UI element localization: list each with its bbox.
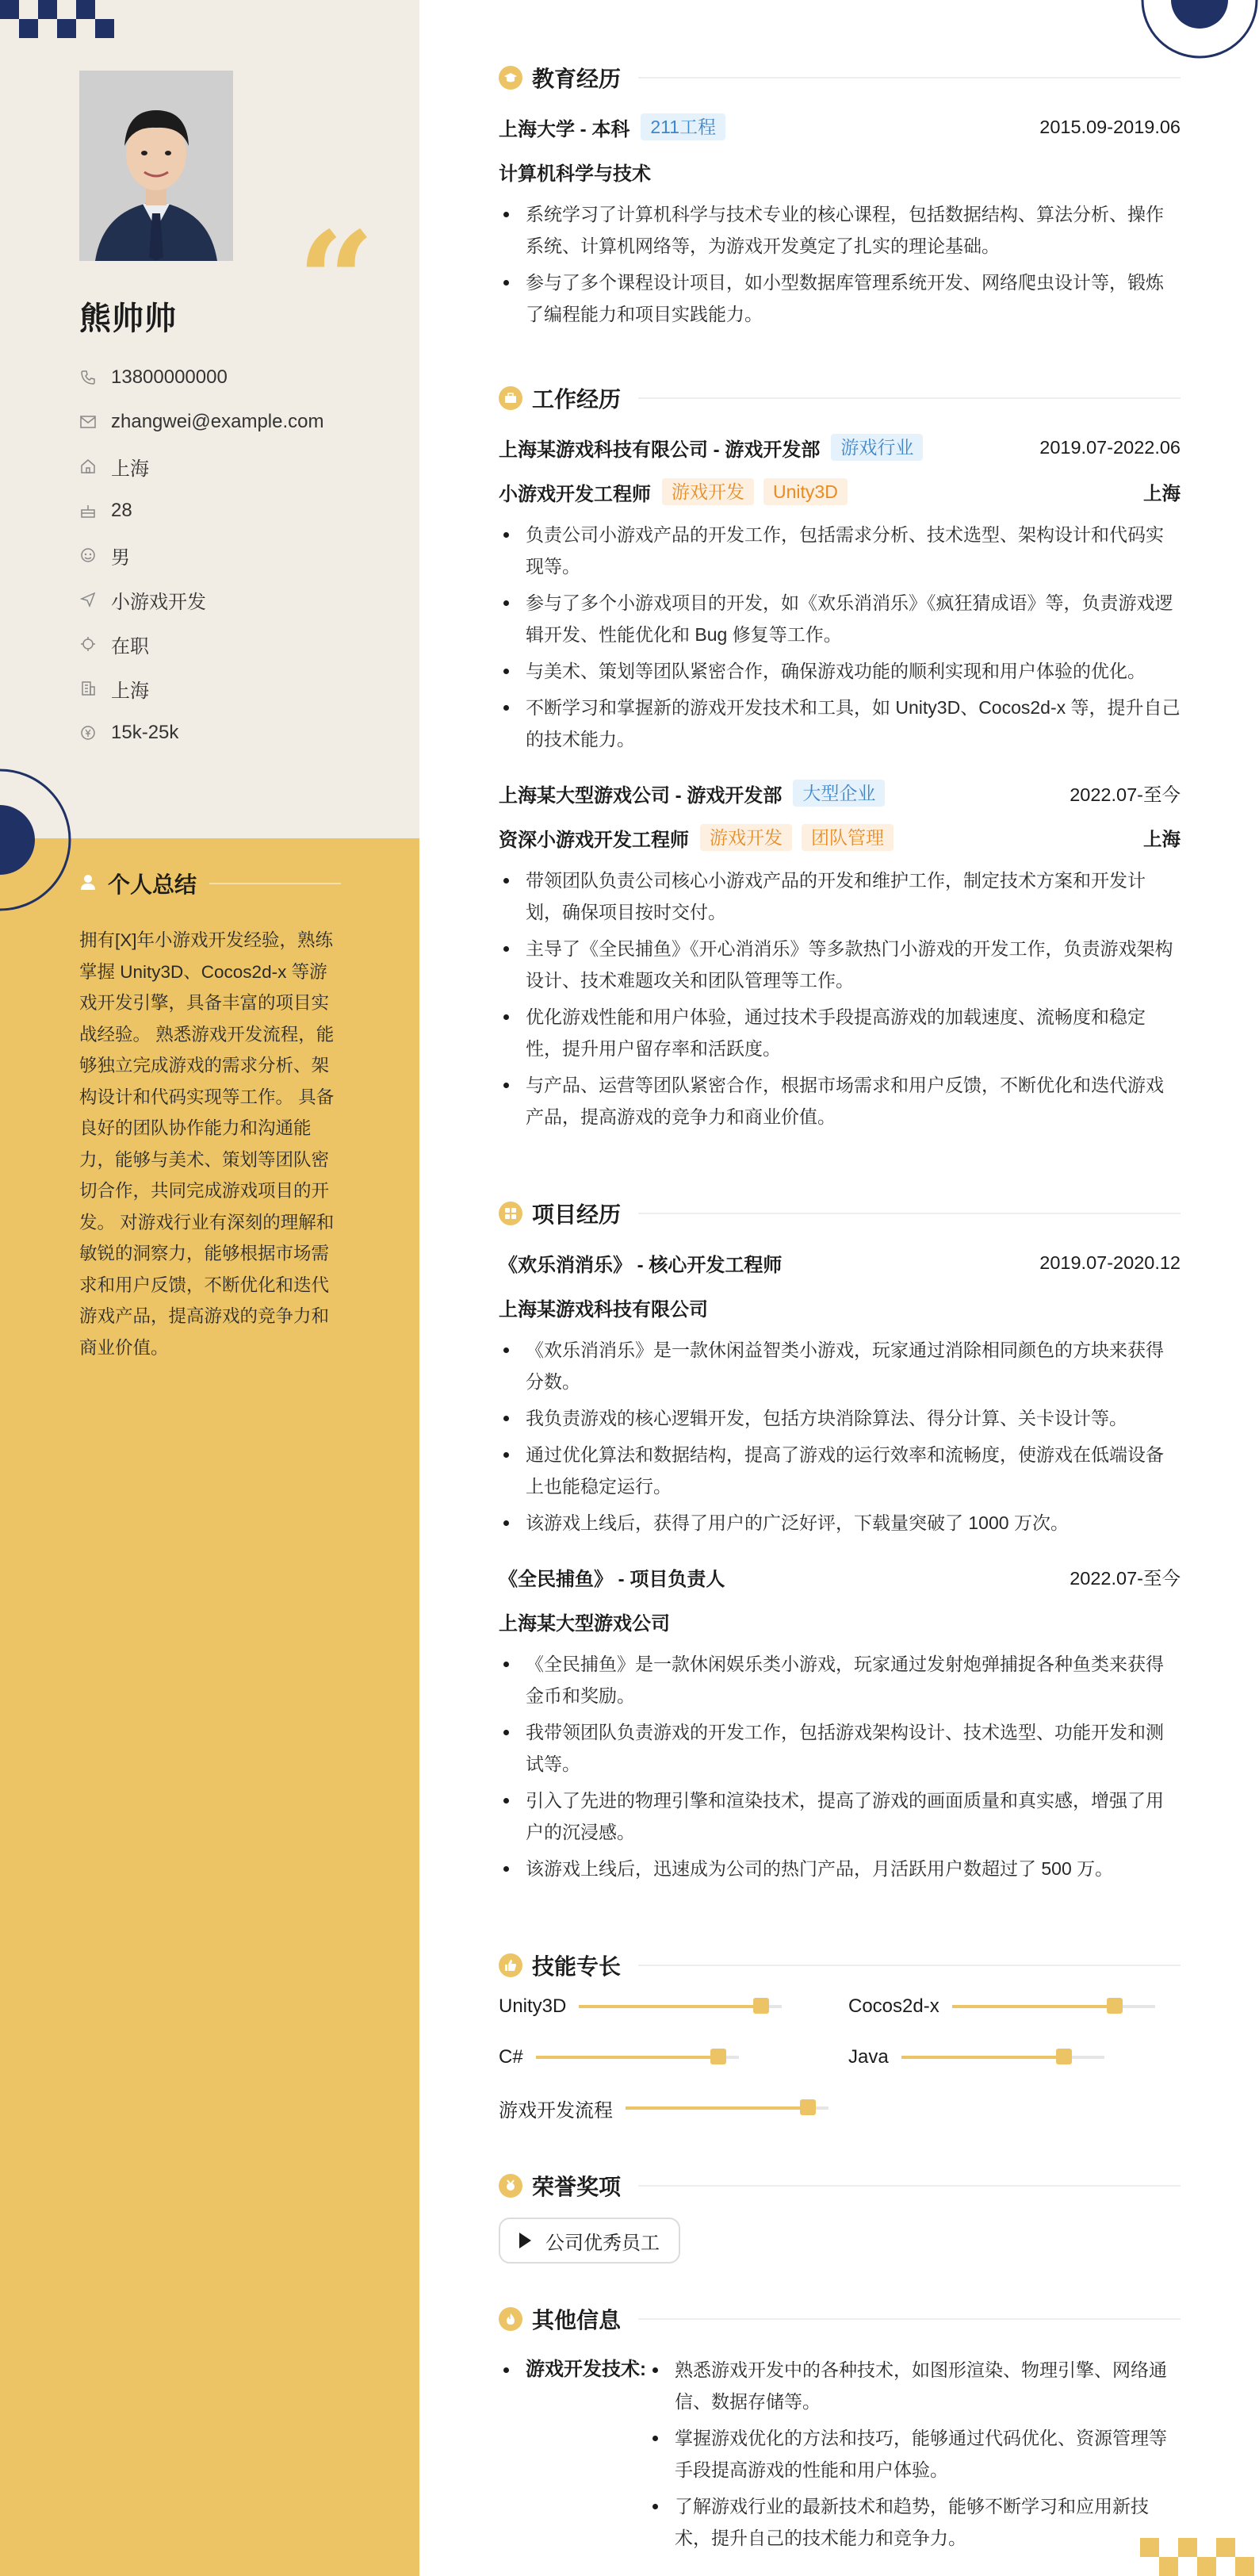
city-text: 上海 (111, 680, 149, 702)
job-2-tag-1: 游戏开发 (700, 824, 792, 851)
briefcase-icon (499, 386, 522, 410)
projects-title: 项目经历 (532, 1202, 622, 1227)
skill-bar-fill (579, 2005, 761, 2008)
education-title: 教育经历 (532, 67, 622, 91)
project-2-header-row (499, 1554, 1181, 1599)
skill-item (848, 2041, 1104, 2073)
quote-mark-icon: “ (297, 202, 375, 361)
gender-text: 男 (111, 546, 130, 569)
list-item: 主导了《全民捕鱼》《开心消消乐》等多款热门小游戏的开发工作，负责游戏架构设计、技术难题攻关和团队管理等工作。 (499, 933, 1181, 996)
list-item: 优化游戏性能和用户体验，通过技术手段提高游戏的加载速度、流畅度和稳定性，提升用户留存率和活跃度。 (499, 1001, 1181, 1064)
avatar (79, 71, 233, 261)
projects-heading (499, 1198, 1181, 1229)
list-item: 负责公司小游戏产品的开发工作，包括需求分析、技术选型、架构设计和代码实现等。 (499, 519, 1181, 582)
info-gender (79, 533, 324, 577)
project-1-header-row (499, 1240, 1181, 1285)
list-item: 通过优化算法和数据结构，提高了游戏的运行效率和流畅度，使游戏在低端设备上也能稳定运行。 (499, 1439, 1181, 1502)
project-1-bullets (499, 1334, 1181, 1539)
skills-section (499, 1949, 1181, 2149)
cake-icon (79, 502, 97, 519)
skill-name: Java (848, 2046, 889, 2068)
job-1-company: 上海某游戏科技有限公司 - 游戏开发部 (499, 439, 821, 461)
skill-item (499, 2092, 828, 2124)
skills-list (499, 1991, 1181, 2149)
job-2-company-tag: 大型企业 (793, 780, 885, 807)
skill-item (848, 1991, 1155, 2022)
project-2-name: 《全民捕鱼》 - 项目负责人 (499, 1568, 725, 1590)
job-1-bullets (499, 519, 1181, 755)
job-2 (499, 771, 1181, 1133)
job-2-date: 2022.07-至今 (1070, 784, 1181, 805)
other-section (499, 2303, 1181, 2559)
school-tag: 211工程 (641, 113, 725, 140)
checker-decoration (0, 0, 119, 38)
job-2-city: 上海 (1143, 829, 1181, 849)
job-intent-text: 小游戏开发 (111, 591, 206, 613)
grid-icon (499, 1202, 522, 1225)
list-item: 我负责游戏的核心逻辑开发，包括方块消除算法、得分计算、关卡设计等。 (499, 1402, 1181, 1434)
job-1-tag-2: Unity3D (763, 478, 848, 505)
circle-decoration-left (0, 765, 73, 915)
skill-name: C# (499, 2046, 523, 2068)
summary-heading (79, 868, 341, 899)
list-item: 该游戏上线后，迅速成为公司的热门产品，月活跃用户数超过了 500 万。 (499, 1853, 1181, 1884)
job-1 (499, 425, 1181, 755)
job-1-company-tag: 游戏行业 (831, 434, 923, 461)
honors-divider (638, 2185, 1181, 2187)
job-1-position-row (499, 470, 1181, 514)
project-1-name: 《欢乐消消乐》 - 核心开发工程师 (499, 1254, 783, 1276)
gender-icon (79, 546, 97, 564)
skill-bar-knob (710, 2049, 726, 2064)
user-icon (79, 873, 97, 895)
project-1-company: 上海某游戏科技有限公司 (499, 1298, 708, 1321)
phone-text: 13800000000 (111, 366, 228, 388)
job-1-tag-1: 游戏开发 (662, 478, 754, 505)
list-item: 带领团队负责公司核心小游戏产品的开发和维护工作，制定技术方案和开发计划，确保项目按时交付。 (499, 864, 1181, 928)
award-item (499, 2218, 680, 2264)
list-item: 与产品、运营等团队紧密合作，根据市场需求和用户反馈，不断优化和迭代游戏产品，提高游戏的竞争力和商业价值。 (499, 1069, 1181, 1133)
education-section (499, 62, 1181, 335)
project-1-company-row (499, 1285, 1181, 1329)
skill-bar-knob (800, 2099, 816, 2115)
skills-heading (499, 1949, 1181, 1981)
other-title: 其他信息 (532, 2308, 622, 2333)
skill-bar-fill (952, 2005, 1115, 2008)
list-item: 与美术、策划等团队紧密合作，确保游戏功能的顺利实现和用户体验的优化。 (499, 655, 1181, 687)
work-divider (638, 397, 1181, 399)
job-2-company: 上海某大型游戏公司 - 游戏开发部 (499, 784, 783, 807)
job-1-position: 小游戏开发工程师 (499, 483, 651, 505)
phone-icon (79, 369, 97, 386)
thumbs-up-icon (499, 1953, 522, 1977)
summary-divider (209, 883, 341, 884)
job-1-company-row (499, 425, 1181, 470)
info-age (79, 489, 324, 533)
status-text: 在职 (111, 635, 149, 657)
skills-title: 技能专长 (532, 1954, 622, 1979)
skill-bar-fill (901, 2056, 1064, 2059)
mail-icon (79, 413, 97, 431)
job-2-position: 资深小游戏开发工程师 (499, 829, 689, 851)
job-2-company-row (499, 771, 1181, 815)
project-2 (499, 1554, 1181, 1884)
summary-title: 个人总结 (108, 872, 197, 897)
skill-bar (901, 2056, 1104, 2059)
job-2-position-row (499, 815, 1181, 860)
education-bullets (499, 198, 1181, 330)
skill-bar (536, 2056, 739, 2059)
project-2-company: 上海某大型游戏公司 (499, 1612, 670, 1635)
project-1-date: 2019.07-2020.12 (1039, 1252, 1181, 1273)
list-item: 掌握游戏优化的方法和技巧，能够通过代码优化、资源管理等手段提高游戏的性能和用户体验。 (648, 2422, 1171, 2486)
list-item: 熟悉游戏开发中的各种技术，如图形渲染、物理引擎、网络通信、数据存储等。 (648, 2354, 1171, 2417)
projects-section (499, 1198, 1181, 1889)
list-item: 《全民捕鱼》是一款休闲娱乐类小游戏，玩家通过发射炮弹捕捉各种鱼类来获得金币和奖励。 (499, 1648, 1181, 1712)
project-2-company-row (499, 1599, 1181, 1643)
location-text: 上海 (111, 458, 149, 480)
summary-text: 拥有[X]年小游戏开发经验，熟练掌握 Unity3D、Cocos2d-x 等游戏开发引擎，具备丰富的项目实战经验。 熟悉游戏开发流程，能够独立完成游戏的需求分析、架构设计和代码实现等工作。 具备良好的团队协作能力和沟通能力，能够与美术、策划等团队密切合作，共同完成游戏项目的开发。 对游戏行业有深刻的理解和敏锐的洞察力，能够根据市场需求和用户反馈，不断优化和迭代游戏产品，提高游戏的竞争力和商业价值。 (79, 930, 335, 1358)
play-icon (519, 2233, 531, 2248)
list-item: 参与了多个课程设计项目，如小型数据库管理系统开发、网络爬虫设计等，锻炼了编程能力和项目实践能力。 (499, 266, 1181, 330)
work-title: 工作经历 (532, 387, 622, 412)
skill-item (499, 2041, 739, 2073)
job-1-date: 2019.07-2022.06 (1039, 436, 1181, 458)
salary-icon (79, 724, 97, 742)
info-salary (79, 711, 324, 755)
major-row (499, 149, 1181, 194)
home-icon (79, 458, 97, 475)
medal-icon (499, 2174, 522, 2198)
other-heading (499, 2303, 1181, 2335)
skill-bar (579, 2005, 782, 2008)
project-2-bullets (499, 1648, 1181, 1884)
skill-name: Unity3D (499, 1995, 567, 2017)
list-item: 该游戏上线后，获得了用户的广泛好评，下载量突破了 1000 万次。 (499, 1507, 1181, 1539)
info-job-intent (79, 577, 324, 622)
award-label: 公司优秀员工 (545, 2232, 660, 2254)
work-section (499, 382, 1181, 1137)
honors-heading (499, 2170, 1181, 2202)
list-item: 引入了先进的物理引擎和渲染技术，提高了游戏的画面质量和真实感，增强了用户的沉浸感。 (499, 1784, 1181, 1848)
list-item: 《欢乐消消乐》是一款休闲益智类小游戏，玩家通过消除相同颜色的方块来获得分数。 (499, 1334, 1181, 1397)
info-city (79, 666, 324, 711)
education-header-row (499, 105, 1181, 149)
list-item: 了解游戏行业的最新技术和趋势，能够不断学习和应用新技术，提升自己的技术能力和竞争力。 (648, 2490, 1171, 2554)
skill-bar-knob (753, 1998, 769, 2014)
list-item: 我带领团队负责游戏的开发工作，包括游戏架构设计、技术选型、功能开发和测试等。 (499, 1716, 1181, 1780)
send-icon (79, 591, 97, 608)
job-2-tag-2: 团队管理 (802, 824, 894, 851)
circle-decoration-top-right (1140, 0, 1259, 59)
info-status (79, 622, 324, 666)
education-divider (638, 77, 1181, 79)
skill-bar-fill (626, 2106, 808, 2110)
other-divider (638, 2318, 1181, 2320)
salary-text: 15k-25k (111, 722, 179, 743)
honors-section (499, 2170, 1181, 2264)
skill-name: 游戏开发流程 (499, 2099, 613, 2122)
skill-bar (952, 2005, 1155, 2008)
job-1-city: 上海 (1143, 483, 1181, 504)
project-1 (499, 1240, 1181, 1539)
work-heading (499, 382, 1181, 414)
profile-name: 熊帅帅 (79, 301, 177, 336)
education-heading (499, 62, 1181, 94)
honors-title: 荣誉奖项 (532, 2175, 622, 2199)
skill-item (499, 1991, 782, 2022)
skill-bar-knob (1056, 2049, 1072, 2064)
skills-divider (638, 1965, 1181, 1966)
skill-name: Cocos2d-x (848, 1995, 939, 2017)
sidebar (0, 0, 419, 2576)
skill-bar-fill (536, 2056, 718, 2059)
school-name: 上海大学 - 本科 (499, 118, 630, 140)
other-info-row (499, 2354, 1181, 2559)
age-text: 28 (111, 500, 132, 521)
info-email (79, 400, 324, 444)
graduation-cap-icon (499, 66, 522, 90)
list-item: 参与了多个小游戏项目的开发，如《欢乐消消乐》《疯狂猜成语》等，负责游戏逻辑开发、性能优化和 Bug 修复等工作。 (499, 587, 1181, 650)
job-2-bullets (499, 864, 1181, 1133)
status-icon (79, 635, 97, 653)
project-2-date: 2022.07-至今 (1070, 1568, 1181, 1589)
info-location (79, 444, 324, 489)
list-item: 系统学习了计算机科学与技术专业的核心课程，包括数据结构、算法分析、操作系统、计算机网络等，为游戏开发奠定了扎实的理论基础。 (499, 198, 1181, 262)
projects-divider (638, 1213, 1181, 1214)
list-item: 不断学习和掌握新的游戏开发技术和工具，如 Unity3D、Cocos2d-x 等，提升自己的技术能力。 (499, 692, 1181, 755)
contact-info-list (79, 355, 324, 755)
major-name: 计算机科学与技术 (499, 163, 651, 185)
other-label: 游戏开发技术: (499, 2354, 646, 2559)
education-date: 2015.09-2019.06 (1039, 116, 1181, 137)
flame-icon (499, 2307, 522, 2331)
other-bullets (648, 2354, 1171, 2559)
skill-bar (626, 2106, 828, 2110)
email-text: zhangwei@example.com (111, 411, 324, 432)
info-phone (79, 355, 324, 400)
building-icon (79, 680, 97, 697)
skill-bar-knob (1107, 1998, 1123, 2014)
